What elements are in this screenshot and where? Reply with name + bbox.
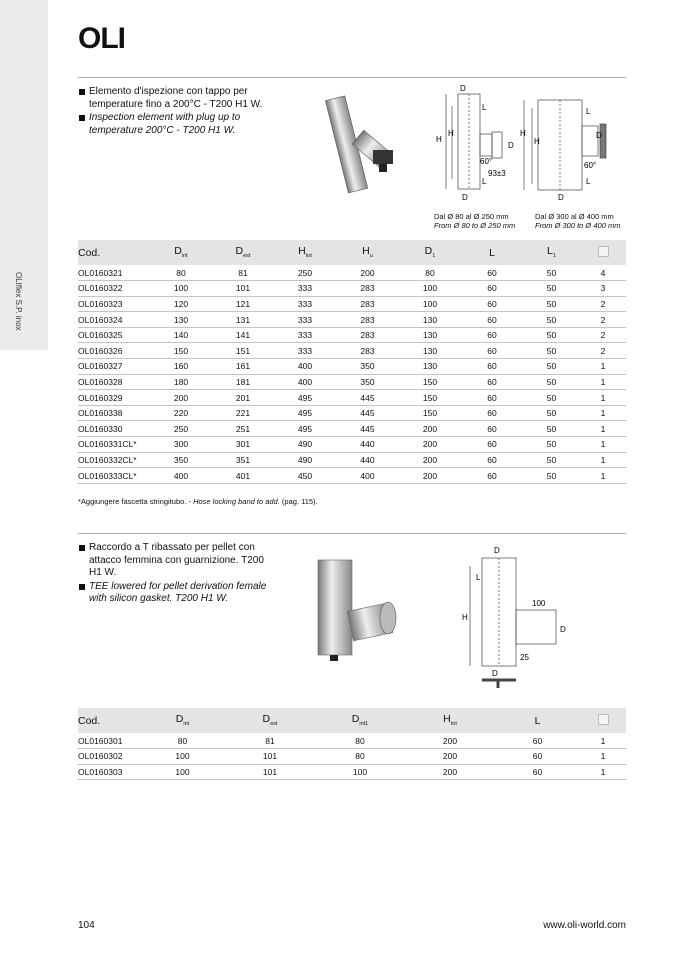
table-cell: 333 [274,327,336,343]
table-cell: 60 [461,390,523,406]
table-cell: 2 [580,296,626,312]
table-cell: 350 [150,452,212,468]
table-cell: 351 [212,452,274,468]
table-cell: OL0160326 [78,343,150,359]
table-cell: 60 [461,421,523,437]
table-cell: 80 [140,733,225,749]
table-cell: 50 [523,312,580,328]
table-cell: 1 [580,359,626,375]
column-header: Cod. [78,708,140,733]
table-cell: 1 [580,733,626,749]
column-header: $H_{tot}$ [405,708,495,733]
table-cell: 300 [150,437,212,453]
table-cell: 440 [336,452,399,468]
table-cell: 60 [495,764,580,780]
table-cell: 100 [150,281,212,297]
inspection-element-table [78,240,626,484]
column-header: $D_{int}$ [140,708,225,733]
table-cell: 201 [212,390,274,406]
sidebar-tab [0,0,48,350]
table-cell: 2 [580,343,626,359]
table-cell: 180 [150,374,212,390]
table-row [78,733,626,749]
table-cell: 50 [523,390,580,406]
tee-fitting-table [78,708,626,780]
column-header [580,708,626,733]
diagram-small-diameter [432,84,527,204]
table-cell: 445 [336,390,399,406]
section2-description [78,542,278,607]
table-cell: 1 [580,437,626,453]
table-cell: 1 [580,405,626,421]
section1-description [78,86,278,138]
table-cell: 1 [580,421,626,437]
table-row [78,343,626,359]
table-cell: 440 [336,437,399,453]
table-cell: 283 [336,327,399,343]
table-cell: OL0160302 [78,749,140,765]
table-cell: 1 [580,452,626,468]
desc-it: Raccordo a T ribassato per pellet con attacco femmina con guarnizione. T200 H1 W. [78,542,278,580]
table-cell: 140 [150,327,212,343]
tee-fitting-photo [310,555,420,665]
table-row [78,452,626,468]
table-row [78,281,626,297]
table-cell: 80 [399,265,461,281]
svg-text:60°: 60° [480,157,493,166]
column-header: $H_{tot}$ [274,240,336,265]
table-cell: 1 [580,374,626,390]
column-header: Cod. [78,240,150,265]
table-header [78,708,626,733]
table-cell: OL0160324 [78,312,150,328]
table-cell: 121 [212,296,274,312]
table-cell: OL0160323 [78,296,150,312]
table-cell: 283 [336,343,399,359]
table-cell: 80 [315,749,405,765]
table-cell: 1 [580,764,626,780]
column-header: $D_1$ [399,240,461,265]
table-cell: 283 [336,281,399,297]
table-cell: 160 [150,359,212,375]
table-cell: 200 [399,421,461,437]
table-row [78,468,626,484]
table-cell: 150 [399,405,461,421]
caption-small [434,212,515,230]
table-row [78,312,626,328]
table-cell: 60 [461,359,523,375]
table-cell: 50 [523,265,580,281]
table-row [78,327,626,343]
table-row [78,359,626,375]
table-cell: 130 [399,327,461,343]
table-cell: 60 [461,468,523,484]
table-cell: OL0160301 [78,733,140,749]
column-header: $D_{int}$ [150,240,212,265]
website-link[interactable]: www.oli-world.com [543,920,626,931]
table-cell: 151 [212,343,274,359]
svg-text:L: L [482,103,487,112]
table-cell: 60 [461,312,523,328]
svg-text:60°: 60° [584,161,597,170]
table-cell: OL0160327 [78,359,150,375]
table-cell: OL0160330 [78,421,150,437]
table-cell: 250 [274,265,336,281]
table-cell: 2 [580,312,626,328]
table-cell: 60 [461,343,523,359]
table-cell: 100 [140,749,225,765]
package-box-icon [598,714,609,725]
table-cell: 490 [274,437,336,453]
table-cell: 50 [523,296,580,312]
svg-text:H: H [462,613,468,622]
svg-text:D: D [558,193,564,202]
table-cell: 101 [225,749,315,765]
table-cell: 150 [399,390,461,406]
table-cell: 50 [523,281,580,297]
table-cell: 495 [274,405,336,421]
table-cell: 50 [523,359,580,375]
table-cell: 251 [212,421,274,437]
table-cell: 200 [405,733,495,749]
table-cell: OL0160325 [78,327,150,343]
table-cell: 60 [461,452,523,468]
table-cell: 350 [336,374,399,390]
desc-en: TEE lowered for pellet derivation female with silicon gasket. T200 H1 W. [78,581,278,606]
table-cell: 200 [336,265,399,281]
table-cell: 250 [150,421,212,437]
diagram-large-diameter [518,96,628,206]
table-cell: 81 [212,265,274,281]
table-cell: 50 [523,468,580,484]
desc-it: Elemento d'ispezione con tappo per temperature fino a 200°C - T200 H1 W. [78,86,278,111]
sidebar-label: OLIflex S.P. inox [14,272,23,331]
table-cell: 445 [336,421,399,437]
table-cell: 220 [150,405,212,421]
table-cell: 100 [399,296,461,312]
table-cell: 60 [461,296,523,312]
column-header [580,240,626,265]
svg-text:100: 100 [532,599,546,608]
table-cell: 495 [274,421,336,437]
table-cell: 60 [461,437,523,453]
svg-text:D: D [494,546,500,555]
table-cell: 50 [523,405,580,421]
tee-fitting-diagram [462,540,612,690]
caption-en: From Ø 80 to Ø 250 mm [434,221,516,230]
table-cell: 100 [315,764,405,780]
table-cell: 60 [461,374,523,390]
table-cell: 333 [274,281,336,297]
table-cell: 401 [212,468,274,484]
table-cell: 200 [405,749,495,765]
caption-large [535,212,620,230]
table-cell: 495 [274,390,336,406]
svg-text:H: H [520,129,526,138]
table-cell: OL0160322 [78,281,150,297]
table-cell: 2 [580,327,626,343]
table-cell: 60 [461,265,523,281]
table-cell: 50 [523,374,580,390]
table-cell: 161 [212,359,274,375]
table-cell: 100 [399,281,461,297]
table-cell: OL0160321 [78,265,150,281]
table-cell: 101 [212,281,274,297]
svg-text:H: H [436,135,442,144]
table-cell: 200 [150,390,212,406]
table-header [78,240,626,265]
table-row [78,764,626,780]
table-row [78,749,626,765]
table-row [78,405,626,421]
divider [78,77,626,78]
svg-text:D: D [462,193,468,202]
svg-text:H: H [448,129,454,138]
svg-text:L: L [482,177,487,186]
svg-text:25: 25 [520,653,529,662]
table-cell: 400 [274,359,336,375]
svg-text:L: L [476,573,481,582]
table-cell: 333 [274,312,336,328]
table-cell: 490 [274,452,336,468]
svg-text:L: L [586,177,591,186]
table-cell: 81 [225,733,315,749]
table-cell: OL0160332CL* [78,452,150,468]
table-cell: 200 [405,764,495,780]
table-cell: 60 [495,733,580,749]
table-cell: OL0160328 [78,374,150,390]
table-cell: 60 [461,327,523,343]
desc-en: Inspection element with plug up to temperature 200°C - T200 H1 W. [78,112,278,137]
table-cell: OL0160331CL* [78,437,150,453]
table-cell: OL0160303 [78,764,140,780]
table-cell: 200 [399,452,461,468]
footnote: *Aggiungere fascetta stringitubo. - Hose locking band to add. (pag. 115). [78,497,318,506]
table-cell: 80 [150,265,212,281]
table-cell: 130 [399,312,461,328]
table-cell: 283 [336,296,399,312]
table-row [78,437,626,453]
column-header: $D_{int1}$ [315,708,405,733]
svg-text:93±3: 93±3 [488,169,506,178]
column-header: $D_{est}$ [225,708,315,733]
table-cell: 60 [461,281,523,297]
table-cell: 283 [336,312,399,328]
table-row [78,421,626,437]
table-row [78,296,626,312]
table-cell: 120 [150,296,212,312]
table-cell: 221 [212,405,274,421]
svg-text:D: D [508,141,514,150]
caption-it: Dal Ø 80 al Ø 250 mm [434,212,509,221]
table-cell: 350 [336,359,399,375]
table-cell: 200 [399,468,461,484]
svg-text:H: H [534,137,540,146]
table-cell: 60 [461,405,523,421]
table-cell: 130 [399,359,461,375]
package-box-icon [598,246,609,257]
table-cell: 181 [212,374,274,390]
table-cell: 333 [274,343,336,359]
table-cell: 60 [495,749,580,765]
svg-text:D: D [560,625,566,634]
table-cell: 301 [212,437,274,453]
table-row [78,374,626,390]
page-number: 104 [78,920,95,931]
table-cell: OL0160338 [78,405,150,421]
table-cell: 50 [523,421,580,437]
column-header: L [461,240,523,265]
table-row [78,265,626,281]
svg-text:D: D [492,669,498,678]
table-cell: 50 [523,343,580,359]
table-cell: OL0160333CL* [78,468,150,484]
oli-logo: OLI [78,22,125,55]
table-cell: 3 [580,281,626,297]
table-cell: OL0160329 [78,390,150,406]
table-row [78,390,626,406]
table-cell: 131 [212,312,274,328]
table-cell: 1 [580,468,626,484]
table-cell: 141 [212,327,274,343]
inspection-element-photo [318,92,428,202]
table-cell: 1 [580,749,626,765]
table-cell: 445 [336,405,399,421]
table-cell: 333 [274,296,336,312]
column-header: $H_u$ [336,240,399,265]
table-cell: 4 [580,265,626,281]
column-header: $L_1$ [523,240,580,265]
table-cell: 200 [399,437,461,453]
table-cell: 130 [399,343,461,359]
svg-text:D: D [596,131,602,140]
caption-it: Dal Ø 300 al Ø 400 mm [535,212,614,221]
caption-en: From Ø 300 to Ø 400 mm [535,221,621,230]
table-cell: 150 [150,343,212,359]
table-cell: 80 [315,733,405,749]
table-cell: 101 [225,764,315,780]
table-cell: 50 [523,327,580,343]
svg-text:L: L [586,107,591,116]
table-cell: 100 [140,764,225,780]
table-cell: 1 [580,390,626,406]
table-cell: 50 [523,437,580,453]
column-header: $D_{est}$ [212,240,274,265]
svg-text:D: D [460,84,466,93]
table-cell: 450 [274,468,336,484]
column-header: L [495,708,580,733]
table-cell: 130 [150,312,212,328]
divider [78,533,626,534]
table-cell: 50 [523,452,580,468]
table-cell: 400 [150,468,212,484]
table-cell: 400 [274,374,336,390]
table-cell: 150 [399,374,461,390]
table-cell: 400 [336,468,399,484]
